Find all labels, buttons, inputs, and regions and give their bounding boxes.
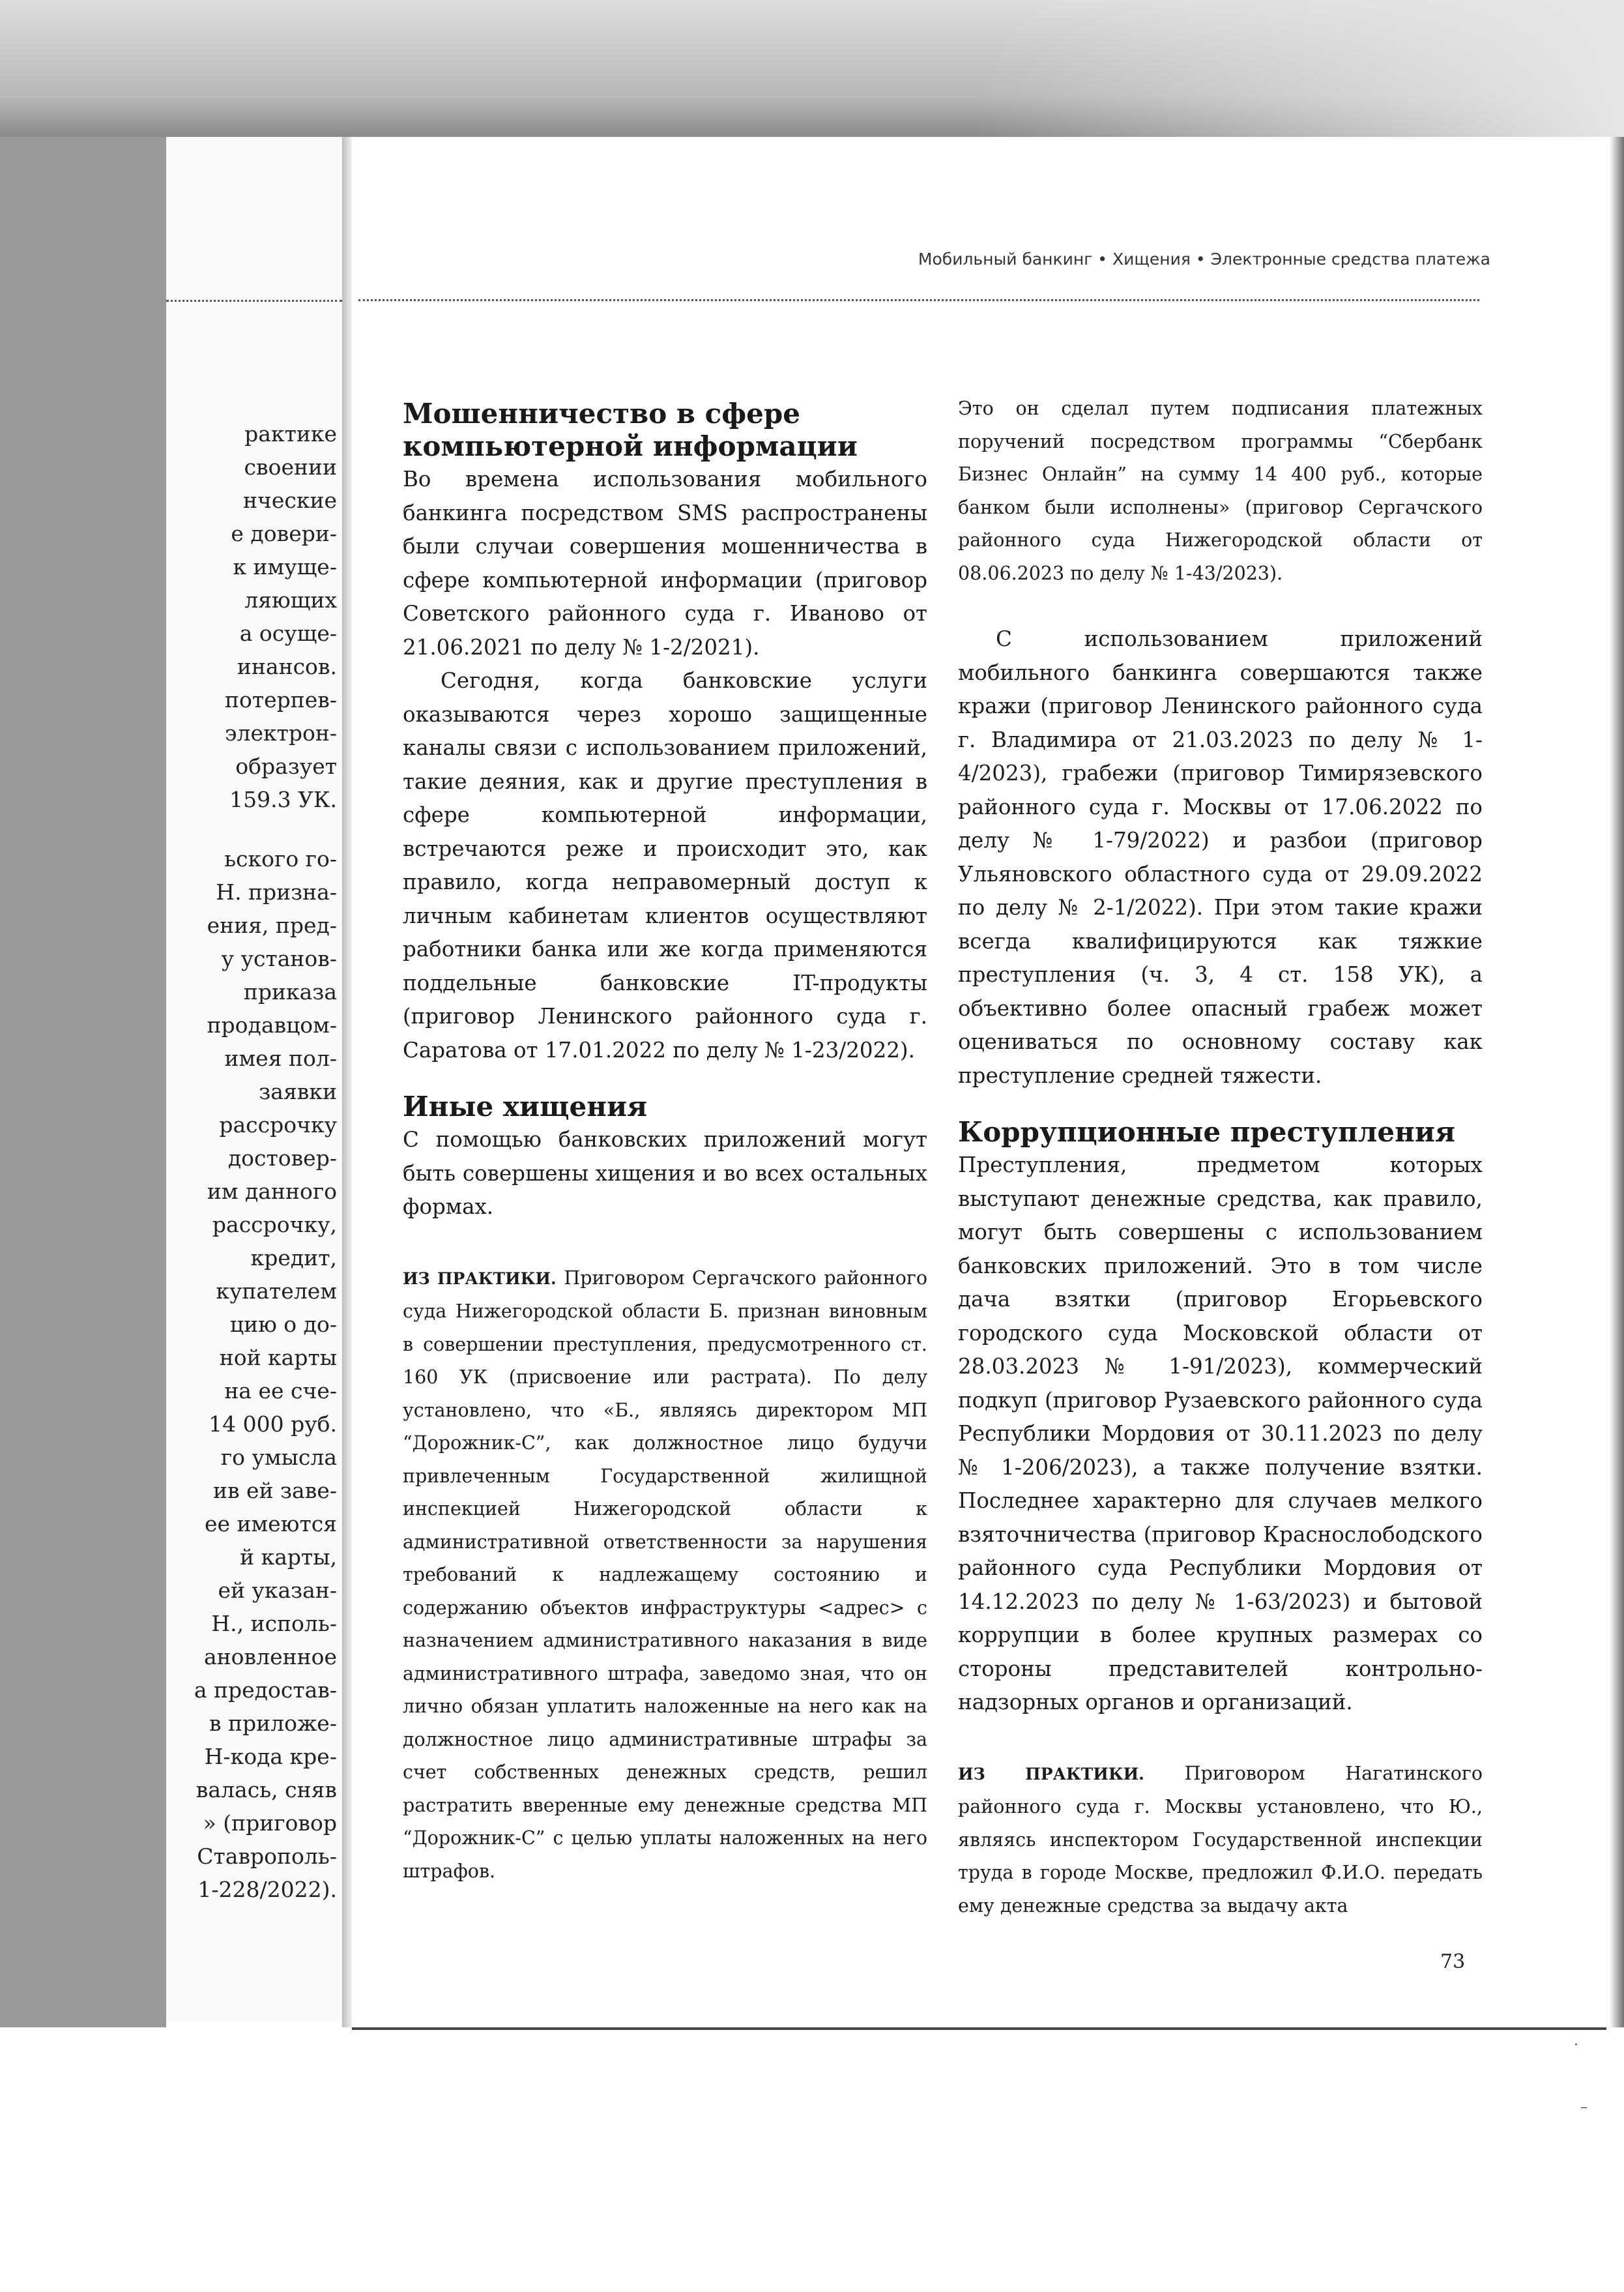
left-page-fragment-line: ее имеются [204, 1511, 337, 1536]
practice-label: ИЗ ПРАКТИКИ. [403, 1269, 557, 1288]
left-page-fragment-line: имея пол- [224, 1046, 337, 1071]
left-page-fragment-line: 14 000 руб. [209, 1411, 337, 1437]
left-page-text-fragments [166, 417, 342, 1906]
paragraph: Во времена использования мобильного банкинга посредством SMS распространены были случаи совершения мошенничества в сфере компьютерной информации (приговор Советского районного суда г. Иваново от 21.06.2021 по делу № 1-2/2021). [403, 467, 927, 660]
left-page-fragment-line: й карты, [240, 1544, 337, 1570]
left-page-fragment-line: продавцом- [207, 1012, 337, 1038]
page-bottom-edge [352, 2027, 1606, 2030]
left-page-fragment-line: а предостав- [194, 1677, 337, 1703]
left-page-fragment-line: достовер- [227, 1145, 337, 1171]
left-page-fragment-line: инансов. [237, 654, 337, 679]
left-page-fragment-line: е довери- [231, 521, 337, 546]
left-page-fragment-line: Н., исполь- [211, 1611, 337, 1636]
left-page-fragment [166, 137, 342, 2021]
practice-text: Приговором Нагатинского районного суда г. Москвы установлено, что Ю., являясь инспектором Государственной инспекции труда в городе Москве, предложил Ф.И.О. передать ему денежные средства за выдачу акта [958, 1762, 1483, 1917]
practice-block [958, 1757, 1483, 1923]
left-page-fragment-line: ив ей заве- [212, 1478, 337, 1503]
left-page-fragment-line: » (приговор [203, 1810, 337, 1836]
left-page-fragment-line: го умысла [220, 1445, 337, 1470]
left-page-fragment-line: ения, пред- [207, 913, 337, 938]
paragraph: С использованием приложений мобильного банкинга совершаются также кражи (приговор Ленинского районного суда г. Владимира от 21.03.2023 по делу № 1-4/2023), грабежи (приговор Тимирязевского районного суда г. Москвы от 17.06.2022 по делу № 1-79/2022) и разбои (приговор Ульяновского областного суда от 29.09.2022 по делу № 2-1/2022). При этом такие кражи всегда квалифицируются как тяжкие преступления (ч. 3, 4 ст. 158 УК), а объективно более опасный грабеж может оцениваться по основному составу как преступление средней тяжести. [958, 626, 1483, 1088]
practice-block [403, 1262, 927, 1888]
left-page-fragment-line: валась, сняв [196, 1777, 337, 1802]
left-page-fragment-line: рактике [244, 421, 337, 447]
left-page-fragment-line: Ставрополь- [197, 1844, 337, 1869]
left-page-fragment-line: электрон- [225, 720, 337, 746]
left-page-fragment-line: ной карты [219, 1345, 337, 1370]
left-page-fragment-line: ей указан- [218, 1578, 337, 1603]
left-page-fragment-line: ляющих [244, 587, 337, 613]
left-page-gap [166, 816, 342, 842]
scan-top-fade [978, 0, 1624, 137]
left-page-fragment-line: в приложе- [209, 1711, 337, 1736]
left-page-fragment-line: цию о до- [229, 1312, 337, 1337]
header-dotted-rule [358, 299, 1479, 301]
left-column [403, 398, 927, 1888]
left-page-fragment-line: своении [244, 454, 337, 480]
left-page-fragment-line: кредит, [250, 1245, 337, 1271]
practice-label: ИЗ ПРАКТИКИ. [958, 1764, 1144, 1784]
left-page-fragment-line: приказа [243, 979, 337, 1005]
paragraph: Преступления, предметом которых выступают денежные средства, как правило, могут быть совершены с использованием банковских приложений. Это в том числе дача взятки (приговор Егорьевского городского суда Московской области от 28.03.2023 № 1-91/2023), коммерческий подкуп (приговор Рузаевского районного суда Республики Мордовия от 30.11.2023 по делу № 1-206/2023), а также получение взятки. Последнее характерно для случаев мелкого взяточничества (приговор Краснослободского районного суда Республики Мордовия от 14.12.2023 по делу № 1-63/2023) и бытовой коррупции в более крупных размерах со стороны представителей контрольно-надзорных органов и организаций. [958, 1153, 1483, 1714]
left-page-fragment-line: 1-228/2022). [197, 1877, 337, 1902]
practice-text: Приговором Сергачского районного суда Нижегородской области Б. признан виновным в совершении преступления, предусмотренного ст. 160 УК (присвоение или растрата). По делу установлено, что «Б., являясь директором МП “Дорожник-С”, как должностное лицо будучи привлеченным Государственной жилищной инспекцией Нижегородской области к административной ответственности за нарушения требований к надлежащему состоянию и содержанию объектов инфраструктуры <адрес> с назначением административного наказания в виде административного штрафа, заведомо зная, что он лично обязан уплатить наложенные на него как на должностное лицо административные штрафы за счет собственных денежных средств, решил растратить вверенные ему денежные средства МП “Дорожник-С” с целью уплаты наложенных на него штрафов. [403, 1267, 927, 1882]
practice-continuation: Это он сделал путем подписания платежных поручений посредством программы “Сбербанк Бизнес Онлайн” на сумму 14 400 руб., которые банком были исполнены» (приговор Сергачского районного суда Нижегородской области от 08.06.2023 по делу № 1-43/2023). [958, 398, 1483, 584]
section-heading: Иные хищения [403, 1091, 648, 1123]
section-heading: Мошенничество в сфере компьютерной информации [403, 398, 858, 462]
scan-speck: – [1580, 2099, 1588, 2115]
section-heading: Коррупционные преступления [958, 1116, 1456, 1148]
left-page-fragment-line: Н. призна- [216, 879, 337, 905]
left-page-fragment-line: Н-кода кре- [204, 1744, 337, 1769]
left-page-fragment-line: на ее сче- [224, 1378, 337, 1403]
left-page-fragment-line: а осуще- [239, 621, 337, 646]
left-page-fragment-line: ановленное [204, 1644, 337, 1669]
left-page-rule [166, 300, 342, 302]
left-page-fragment-line: заявки [259, 1079, 337, 1104]
left-page-fragment-line: у установ- [221, 946, 337, 971]
page-number: 73 [1440, 1950, 1466, 1973]
left-page-fragment-line: рассрочку, [212, 1212, 337, 1237]
scan-left-shadow [0, 137, 166, 2027]
left-page-fragment-line: ьского го- [224, 846, 337, 872]
left-page-fragment-line: им данного [207, 1179, 337, 1204]
left-page-fragment-line: образует [235, 754, 337, 779]
left-page-fragment-line: нческие [243, 488, 337, 513]
paragraph: С помощью банковских приложений могут быть совершены хищения и во всех остальных формах. [403, 1127, 927, 1219]
running-header: Мобильный банкинг • Хищения • Электронные средства платежа [918, 250, 1490, 269]
scan-speck: · [1574, 2037, 1578, 2053]
right-column [958, 398, 1483, 1922]
left-page-fragment-line: 159.3 УК. [229, 787, 337, 812]
paragraph: Сегодня, когда банковские услуги оказываются через хорошо защищенные каналы связи с использованием приложений, такие деяния, как и другие преступления в сфере компьютерной информации, встречаются реже и происходит это, как правило, когда неправомерный доступ к личным кабинетам клиентов осуществляют работники банка или же когда применяются поддельные банковские IT-продукты (приговор Ленинского районного суда г. Саратова от 17.01.2022 по делу № 1-23/2022). [403, 668, 927, 1063]
left-page-fragment-line: купателем [216, 1278, 337, 1304]
scan-right-edge [1610, 137, 1624, 2027]
book-gutter [342, 137, 352, 2027]
left-page-fragment-line: рассрочку [219, 1112, 337, 1138]
left-page-fragment-line: к имуще- [233, 554, 337, 580]
left-page-fragment-line: потерпев- [224, 687, 337, 713]
